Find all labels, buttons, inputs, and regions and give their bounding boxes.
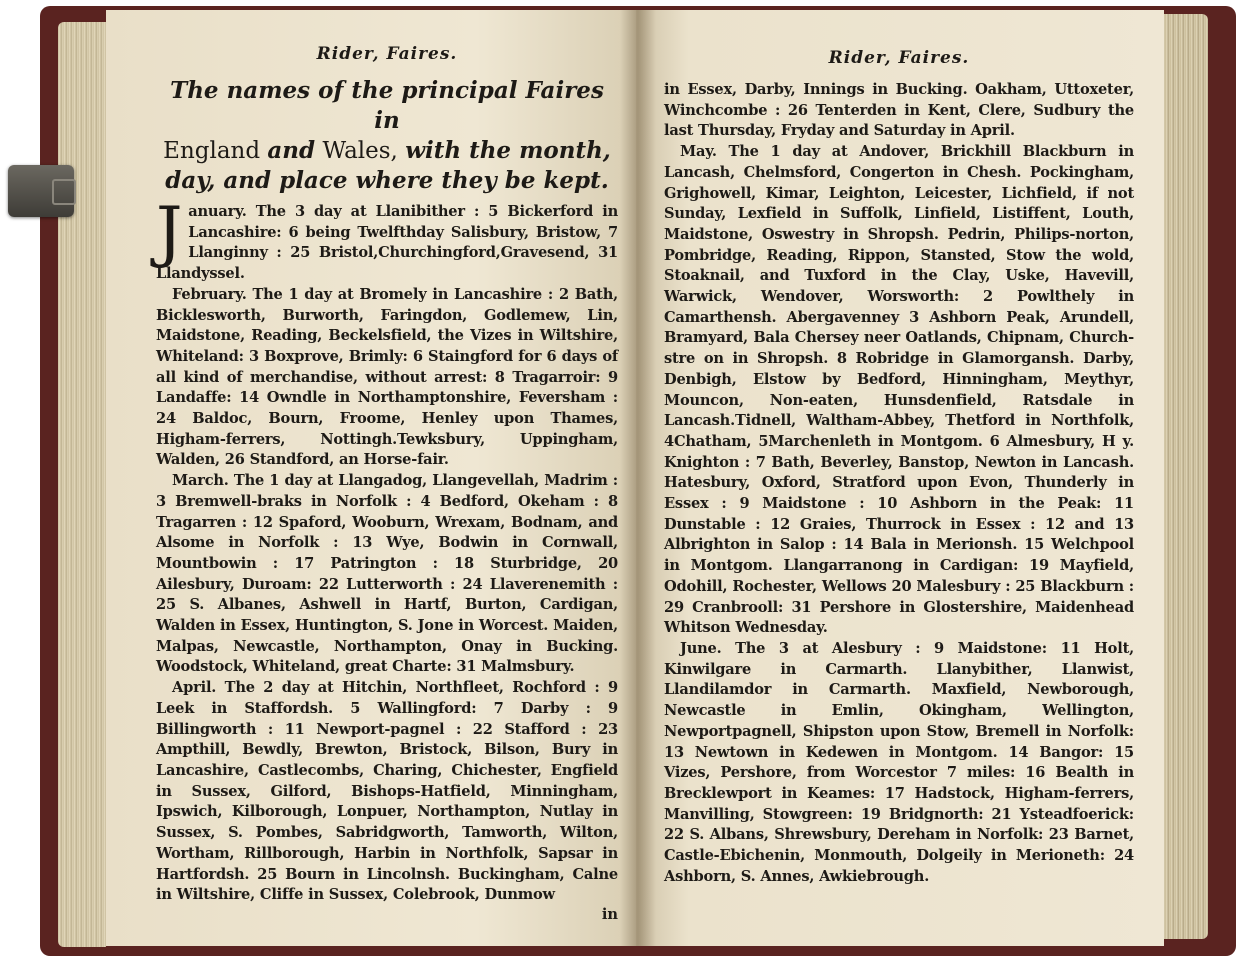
april-entry: April. The 2 day at Hitchin, Northfleet, Rochford : 9 Leek in Staffordsh. 5 Wallingford: 7 Darby : 9 Billingworth : 11 Newport-pagnel : 22 Stafford : 23 Ampthill, Bewdly, Brewton, Bristock, Bilson, Bury in Lancashire, Castlecombs, Charing, Chichester, Engfield in Sussex, Gilford, Bishops-Hatfield, Minningham, Ipswich, Kilborough, Lonpuer, Northampton, Nutlay in Sussex, S. Pombes, Sabridgworth, Tamworth, Wilton, Wortham, Rillborough, Harbin in Northfolk, Sapsar in Hartfordsh. 25 Bourn in Lincolnsh. Buckingham, Calne in Wiltshire, Cliffe in Sussex, Colebrook, Dunmow <box>156 679 618 904</box>
april-continued-entry: in Essex, Darby, Innings in Bucking. Oakham, Uttoxeter, Winchcombe : 26 Tenterden in Kent, Clere, Sudbury the last Thursday, Fryday and Saturday in April. <box>664 81 1134 140</box>
drop-cap: J <box>156 193 183 270</box>
book-gutter <box>620 10 656 946</box>
march-entry: March. The 1 day at Llangadog, Llangevellah, Madrim : 3 Bremwell-braks in Norfolk : 4 Bedford, Okeham : 8 Tragarren : 12 Spaford, Wooburn, Wrexam, Bodnam, and Alsome in Norfolk : 13 Wye, Bodwin in Cornwall, Mountbowin : 17 Patrington : 18 Sturbridge, 20 Ailesbury, Duroam: 22 Lutterworth : 24 Llaverenemith : 25 S. Albanes, Ashwell in Hartf, Burton, Cardigan, Walden in Essex, Huntington, S. Jone in Worcest. Maiden, Malpas, Newcastle, Northampton, Onay in Bucking. Woodstock, Whiteland, great Charte: 31 Malmsbury. <box>156 472 618 676</box>
catchword: in <box>601 905 618 923</box>
left-page-edges <box>58 22 106 947</box>
may-entry: May. The 1 day at Andover, Brickhill Blackburn in Lancash, Chelmsford, Congerton in Chesh. Pockingham, Grighowell, Kimar, Leighton, Leicester, Lichfield, if not Sunday, Lexfield in Suffolk, Linfield, Listiffent, Louth, Maidstone, Oswestry in Shropsh. Pedrin, Philips-norton, Pombridge, Reading, Rippon, Stansted, Stow the wold, Stoaknail, and Tuxford in the Clay, Uske, Havevill, Warwick, Wendover, Worsworth: 2 Powlthely in Camarthensh. Abergavenney 3 Ashborn Peak, Arundell, Bramyard, Bala Chersey neer Oatlands, Chipnam, Church-stre on in Shropsh. 8 Robridge in Glamorgansh. Darby, Denbigh, Elstow by Bedford, Hinningham, Meythyr, Mouncon, Non-eaten, Hunsdenfield, Ratsdale in Lancash.Tidnell, Waltham-Abbey, Thetford in Northfolk, 4Chatham, 5Marchenleth in Montgom. 6 Almesbury, H y. Knighton : 7 Bath, Beverley, Banstop, Newton in Lancash. Hatesbury, Oxford, Stratford upon Evon, Thunderly in Essex : 9 Maidstone : 10 Ashborn in the Peak: 11 Dunstable : 12 Graies, Thurrock in Essex : 12 and 13 Albrighton in Salop : 14 Bala in Merionsh. 15 Welchpool in Montgom. Llangarranong in Cardigan: 19 Mayfield, Odohill, Rochester, Wellows 20 Malesbury : 25 Blackburn : 29 Cranbrooll: 31 Pershore in Glostershire, Maidenhead Whitson Wednesday. <box>664 143 1134 637</box>
page-title: The names of the principal Faires in England and Wales, with the month, day, and place where they be kept. <box>163 77 611 194</box>
right-running-header: Rider, Faires. <box>828 48 970 68</box>
february-entry: February. The 1 day at Bromely in Lancashire : 2 Bath, Bicklesworth, Burworth, Faringdon, Godlemew, Lin, Maidstone, Reading, Beckelsfield, the Vizes in Wiltshire, Whiteland: 3 Boxprove, Brimly: 6 Staingford for 6 days of all kind of merchandise, without arrest: 8 Tragarroir: 9 Landaffe: 14 Owndle in Northamptonshire, Feversham : 24 Baldoc, Bourn, Froome, Henley upon Thames, Higham-ferrers, Nottingh.Tewksbury, Uppingham, Walden, 26 Standford, an Horse-fair. <box>156 285 618 469</box>
january-entry: January. The 3 day at Llanibither : 5 Bickerford in Lancashire: 6 being Twelfthday Salisbury, Bristow, 7 Llanginny : 25 Bristol,Churchingford,Gravesend, 31 Llandyssel. <box>156 193 618 283</box>
right-page <box>636 10 1164 946</box>
june-entry: June. The 3 at Alesbury : 9 Maidstone: 11 Holt, Kinwilgare in Carmarth. Llanybither, Llanwist, Llandilamdor in Carmarth. Maxfield, Newborough, Newcastle in Emlin, Okingham, Wellington, Newportpagnell, Shipston upon Stow, Bremell in Norfolk: 13 Newtown in Kedewen in Montgom. 14 Bangor: 15 Vizes, Pershore, from Worcestor 7 miles: 16 Bealth in Brecklewport in Keames: 17 Hadstock, Higham-ferrers, Manvilling, Stowgreen: 19 Bridgnorth: 21 Ysteadfoerick: 22 S. Albans, Shrewsbury, Dereham in Norfolk: 23 Barnet, Castle-Ebichenin, Monmouth, Dolgeily in Merioneth: 24 Ashborn, S. Annes, Awkiebrough. <box>664 639 1134 885</box>
metal-clasp-icon <box>8 165 74 217</box>
left-running-header: Rider, Faires. <box>316 44 458 64</box>
left-page <box>106 10 636 946</box>
right-page-edges <box>1160 14 1208 939</box>
